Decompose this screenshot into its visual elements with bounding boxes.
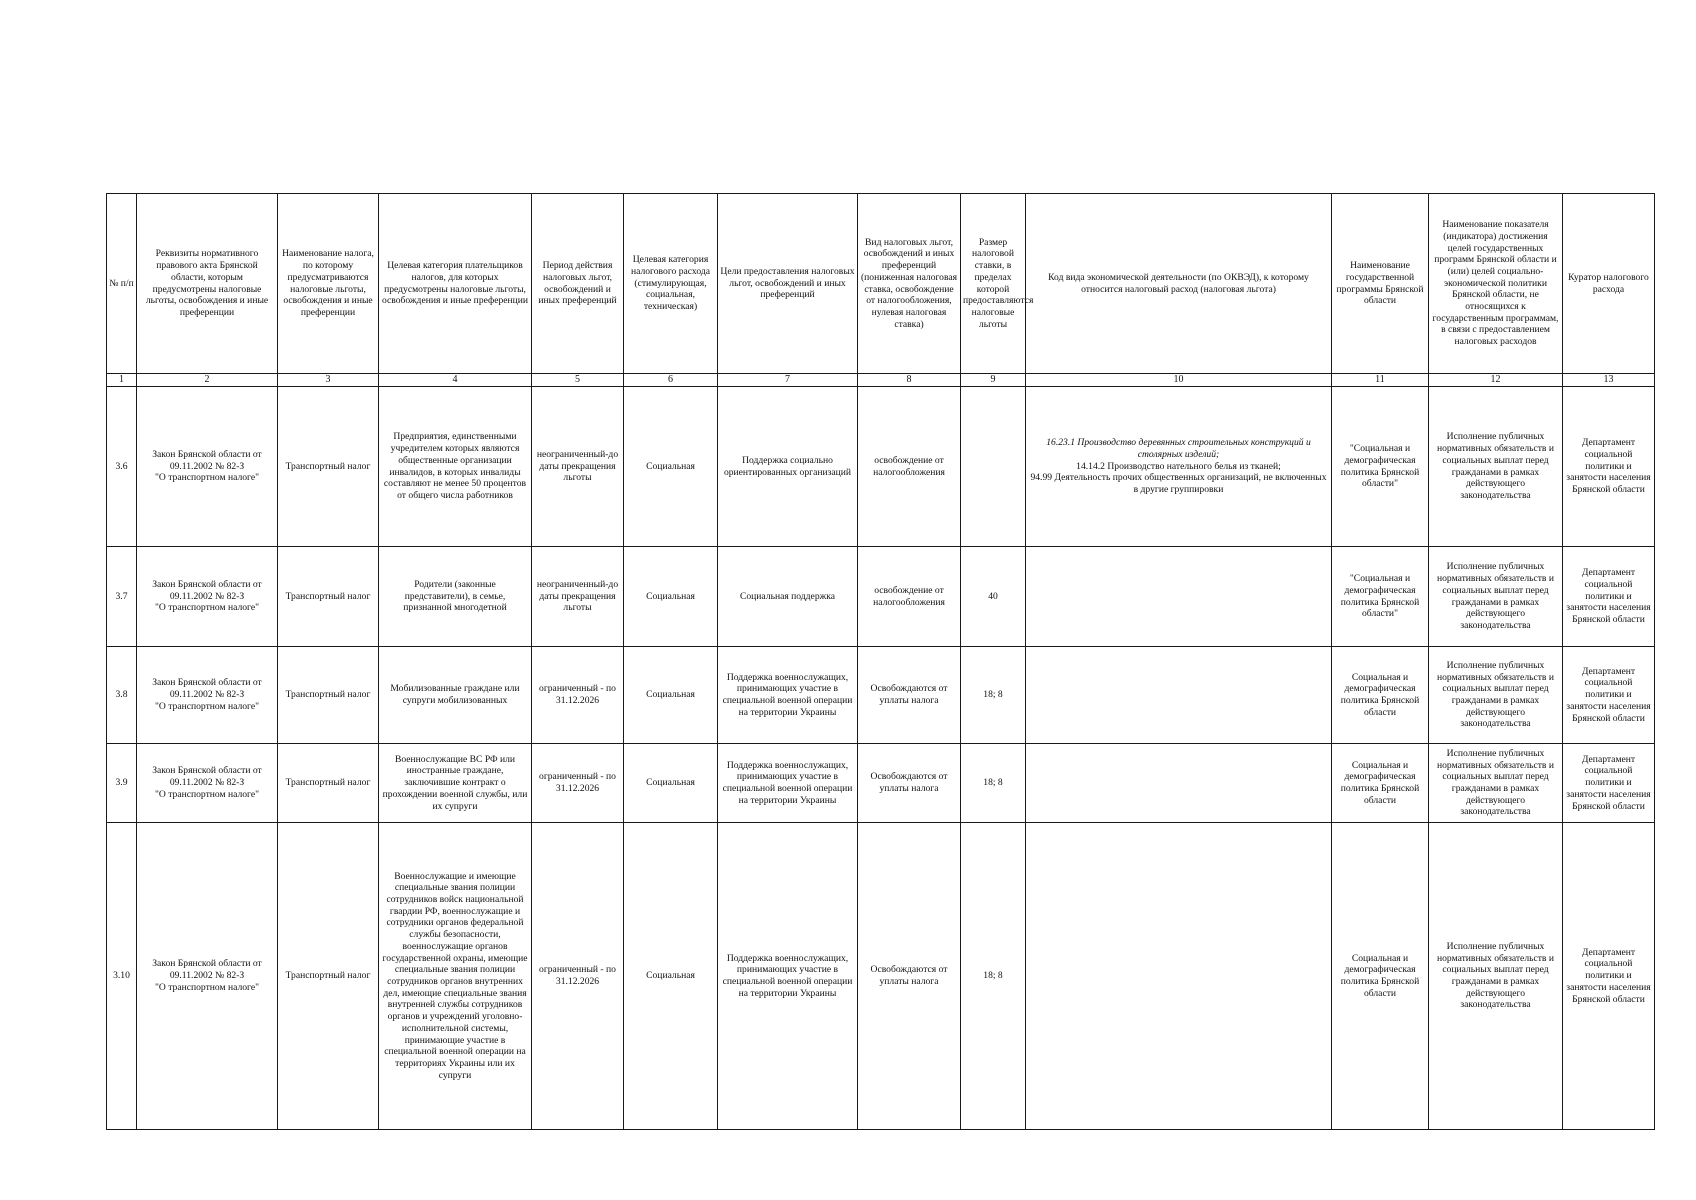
okved-line: 16.23.1 Производство деревянных строительных конструкций и столярных изделий;	[1046, 437, 1311, 460]
row-number: 3.7	[107, 547, 137, 647]
curator: Департамент социальной политики и занятости населения Брянской области	[1563, 387, 1655, 547]
benefit-goal: Поддержка социально ориентированных организаций	[718, 387, 858, 547]
okved-codes	[1026, 823, 1332, 1130]
tax-name: Транспортный налог	[278, 547, 379, 647]
taxpayer-category: Родители (законные представители), в семье, признанной многодетной	[379, 547, 532, 647]
column-number: 12	[1429, 374, 1563, 387]
header-cell: Реквизиты нормативного правового акта Брянской области, которым предусмотрены налоговые льготы, освобождения и иные преференции	[137, 194, 278, 374]
okved-codes	[1026, 547, 1332, 647]
taxpayer-category: Мобилизованные граждане или супруги мобилизованных	[379, 647, 532, 744]
benefit-kind: Освобождаются от уплаты налога	[858, 744, 961, 823]
column-number: 4	[379, 374, 532, 387]
header-cell: Целевая категория плательщиков налогов, для которых предусмотрены налоговые льготы, освобождения и иные преференции	[379, 194, 532, 374]
law-line: "О транспортном налоге"	[154, 700, 260, 712]
tax-benefits-table	[106, 193, 1655, 1130]
tax-rate: 40	[961, 547, 1026, 647]
benefit-kind: Освобождаются от уплаты налога	[858, 647, 961, 744]
expense-category: Социальная	[624, 387, 718, 547]
tax-name: Транспортный налог	[278, 744, 379, 823]
header-cell: Наименование показателя (индикатора) достижения целей государственных программ Брянской области и (или) целей социально-экономической политики Брянской области, не относящихся к государственным программам, в связи с предоставлением налоговых расходов	[1429, 194, 1563, 374]
taxpayer-category: Военнослужащие и имеющие специальные звания полиции сотрудников войск национальной гвардии РФ, военнослужащие и сотрудники органов федеральной службы безопасности, военнослужащие органов государственной охраны, имеющие специальные звания полиции сотрудников органов внутренних дел, имеющие специальные звания внутренней службы сотрудников органов и учреждений уголовно-исполнительной системы, принимающие участие в специальной военной операции на территориях Украины или их супруги	[379, 823, 532, 1130]
header-cell: Код вида экономической деятельности (по ОКВЭД), к которому относится налоговый расход (налоговая льгота)	[1026, 194, 1332, 374]
indicator: Исполнение публичных нормативных обязательств и социальных выплат перед гражданами в рамках действующего законодательства	[1429, 547, 1563, 647]
expense-category: Социальная	[624, 547, 718, 647]
curator: Департамент социальной политики и занятости населения Брянской области	[1563, 744, 1655, 823]
validity-period: неограниченный-до даты прекращения льготы	[532, 387, 624, 547]
column-number: 9	[961, 374, 1026, 387]
indicator: Исполнение публичных нормативных обязательств и социальных выплат перед гражданами в рамках действующего законодательства	[1429, 647, 1563, 744]
header-cell: Размер налоговой ставки, в пределах которой предоставляются налоговые льготы	[961, 194, 1026, 374]
law-reference	[137, 547, 278, 647]
tax-rate: 18; 8	[961, 744, 1026, 823]
column-number: 13	[1563, 374, 1655, 387]
law-line: Закон Брянской области от	[152, 448, 262, 460]
state-program: "Социальная и демографическая политика Брянской области"	[1332, 547, 1429, 647]
table-row	[107, 647, 1655, 744]
tax-name: Транспортный налог	[278, 823, 379, 1130]
curator: Департамент социальной политики и занятости населения Брянской области	[1563, 823, 1655, 1130]
taxpayer-category: Предприятия, единственными учредителем которых являются общественные организации инвалидов, в которых инвалиды составляют не менее 50 процентов от общего числа работников	[379, 387, 532, 547]
okved-codes	[1026, 647, 1332, 744]
law-reference	[137, 744, 278, 823]
law-line: 09.11.2002 № 82-З	[169, 970, 245, 982]
validity-period: ограниченный - по 31.12.2026	[532, 823, 624, 1130]
state-program: "Социальная и демографическая политика Брянской области"	[1332, 387, 1429, 547]
column-number: 2	[137, 374, 278, 387]
tax-rate: 18; 8	[961, 647, 1026, 744]
column-number: 10	[1026, 374, 1332, 387]
tax-rate	[961, 387, 1026, 547]
benefit-goal: Поддержка военнослужащих, принимающих участие в специальной военной операции на территории Украины	[718, 823, 858, 1130]
law-line: 09.11.2002 № 82-З	[169, 777, 245, 789]
benefit-kind: освобождение от налогообложения	[858, 387, 961, 547]
header-cell: Наименование налога, по которому предусматриваются налоговые льготы, освобождения и иные преференции	[278, 194, 379, 374]
header-cell: Вид налоговых льгот, освобождений и иных преференций (пониженная налоговая ставка, освобождение от налогообложения, нулевая налоговая ставка)	[858, 194, 961, 374]
law-reference	[137, 823, 278, 1130]
state-program: Социальная и демографическая политика Брянской области	[1332, 823, 1429, 1130]
law-reference	[137, 647, 278, 744]
law-line: "О транспортном налоге"	[154, 472, 260, 484]
table-row	[107, 387, 1655, 547]
header-cell: Целевая категория налогового расхода (стимулирующая, социальная, техническая)	[624, 194, 718, 374]
tax-rate: 18; 8	[961, 823, 1026, 1130]
benefit-goal: Социальная поддержка	[718, 547, 858, 647]
state-program: Социальная и демографическая политика Брянской области	[1332, 744, 1429, 823]
row-number: 3.8	[107, 647, 137, 744]
expense-category: Социальная	[624, 744, 718, 823]
law-reference	[137, 387, 278, 547]
column-number: 6	[624, 374, 718, 387]
indicator: Исполнение публичных нормативных обязательств и социальных выплат перед гражданами в рамках действующего законодательства	[1429, 744, 1563, 823]
law-line: Закон Брянской области от	[152, 765, 262, 777]
header-cell: Наименование государственной программы Брянской области	[1332, 194, 1429, 374]
state-program: Социальная и демографическая политика Брянской области	[1332, 647, 1429, 744]
expense-category: Социальная	[624, 823, 718, 1130]
benefit-kind: освобождение от налогообложения	[858, 547, 961, 647]
law-line: 09.11.2002 № 82-З	[169, 460, 245, 472]
header-row	[107, 194, 1655, 374]
curator: Департамент социальной политики и занятости населения Брянской области	[1563, 547, 1655, 647]
law-line: 09.11.2002 № 82-З	[169, 689, 245, 701]
expense-category: Социальная	[624, 647, 718, 744]
law-line: "О транспортном налоге"	[154, 788, 260, 800]
okved-codes	[1026, 387, 1332, 547]
header-cell: Цели предоставления налоговых льгот, освобождений и иных преференций	[718, 194, 858, 374]
header-cell: № п/п	[107, 194, 137, 374]
column-number: 7	[718, 374, 858, 387]
law-line: 09.11.2002 № 82-З	[169, 590, 245, 602]
benefit-goal: Поддержка военнослужащих, принимающих участие в специальной военной операции на территории Украины	[718, 647, 858, 744]
column-number: 11	[1332, 374, 1429, 387]
validity-period: ограниченный - по 31.12.2026	[532, 744, 624, 823]
law-line: Закон Брянской области от	[152, 677, 262, 689]
indicator: Исполнение публичных нормативных обязательств и социальных выплат перед гражданами в рамках действующего законодательства	[1429, 387, 1563, 547]
law-line: "О транспортном налоге"	[154, 981, 260, 993]
taxpayer-category: Военнослужащие ВС РФ или иностранные граждане, заключившие контракт о прохождении военной службы, или их супруги	[379, 744, 532, 823]
header-cell: Период действия налоговых льгот, освобождений и иных преференций	[532, 194, 624, 374]
validity-period: ограниченный - по 31.12.2026	[532, 647, 624, 744]
tax-name: Транспортный налог	[278, 387, 379, 547]
benefit-goal: Поддержка военнослужащих, принимающих участие в специальной военной операции на территории Украины	[718, 744, 858, 823]
okved-codes	[1026, 744, 1332, 823]
column-number: 1	[107, 374, 137, 387]
okved-line: 94.99 Деятельность прочих общественных организаций, не включенных в другие группировки	[1030, 472, 1327, 496]
law-line: "О транспортном налоге"	[154, 602, 260, 614]
row-number: 3.6	[107, 387, 137, 547]
column-number: 3	[278, 374, 379, 387]
table-row	[107, 547, 1655, 647]
table-row	[107, 744, 1655, 823]
column-number: 5	[532, 374, 624, 387]
law-line: Закон Брянской области от	[152, 578, 262, 590]
header-cell: Куратор налогового расхода	[1563, 194, 1655, 374]
law-line: Закон Брянской области от	[152, 958, 262, 970]
curator: Департамент социальной политики и занятости населения Брянской области	[1563, 647, 1655, 744]
column-number: 8	[858, 374, 961, 387]
row-number: 3.9	[107, 744, 137, 823]
row-number: 3.10	[107, 823, 137, 1130]
benefit-kind: Освобождаются от уплаты налога	[858, 823, 961, 1130]
tax-name: Транспортный налог	[278, 647, 379, 744]
indicator: Исполнение публичных нормативных обязательств и социальных выплат перед гражданами в рамках действующего законодательства	[1429, 823, 1563, 1130]
validity-period: неограниченный-до даты прекращения льготы	[532, 547, 624, 647]
column-number-row	[107, 374, 1655, 387]
table-row	[107, 823, 1655, 1130]
okved-line: 14.14.2 Производство нательного белья из тканей;	[1076, 460, 1281, 472]
